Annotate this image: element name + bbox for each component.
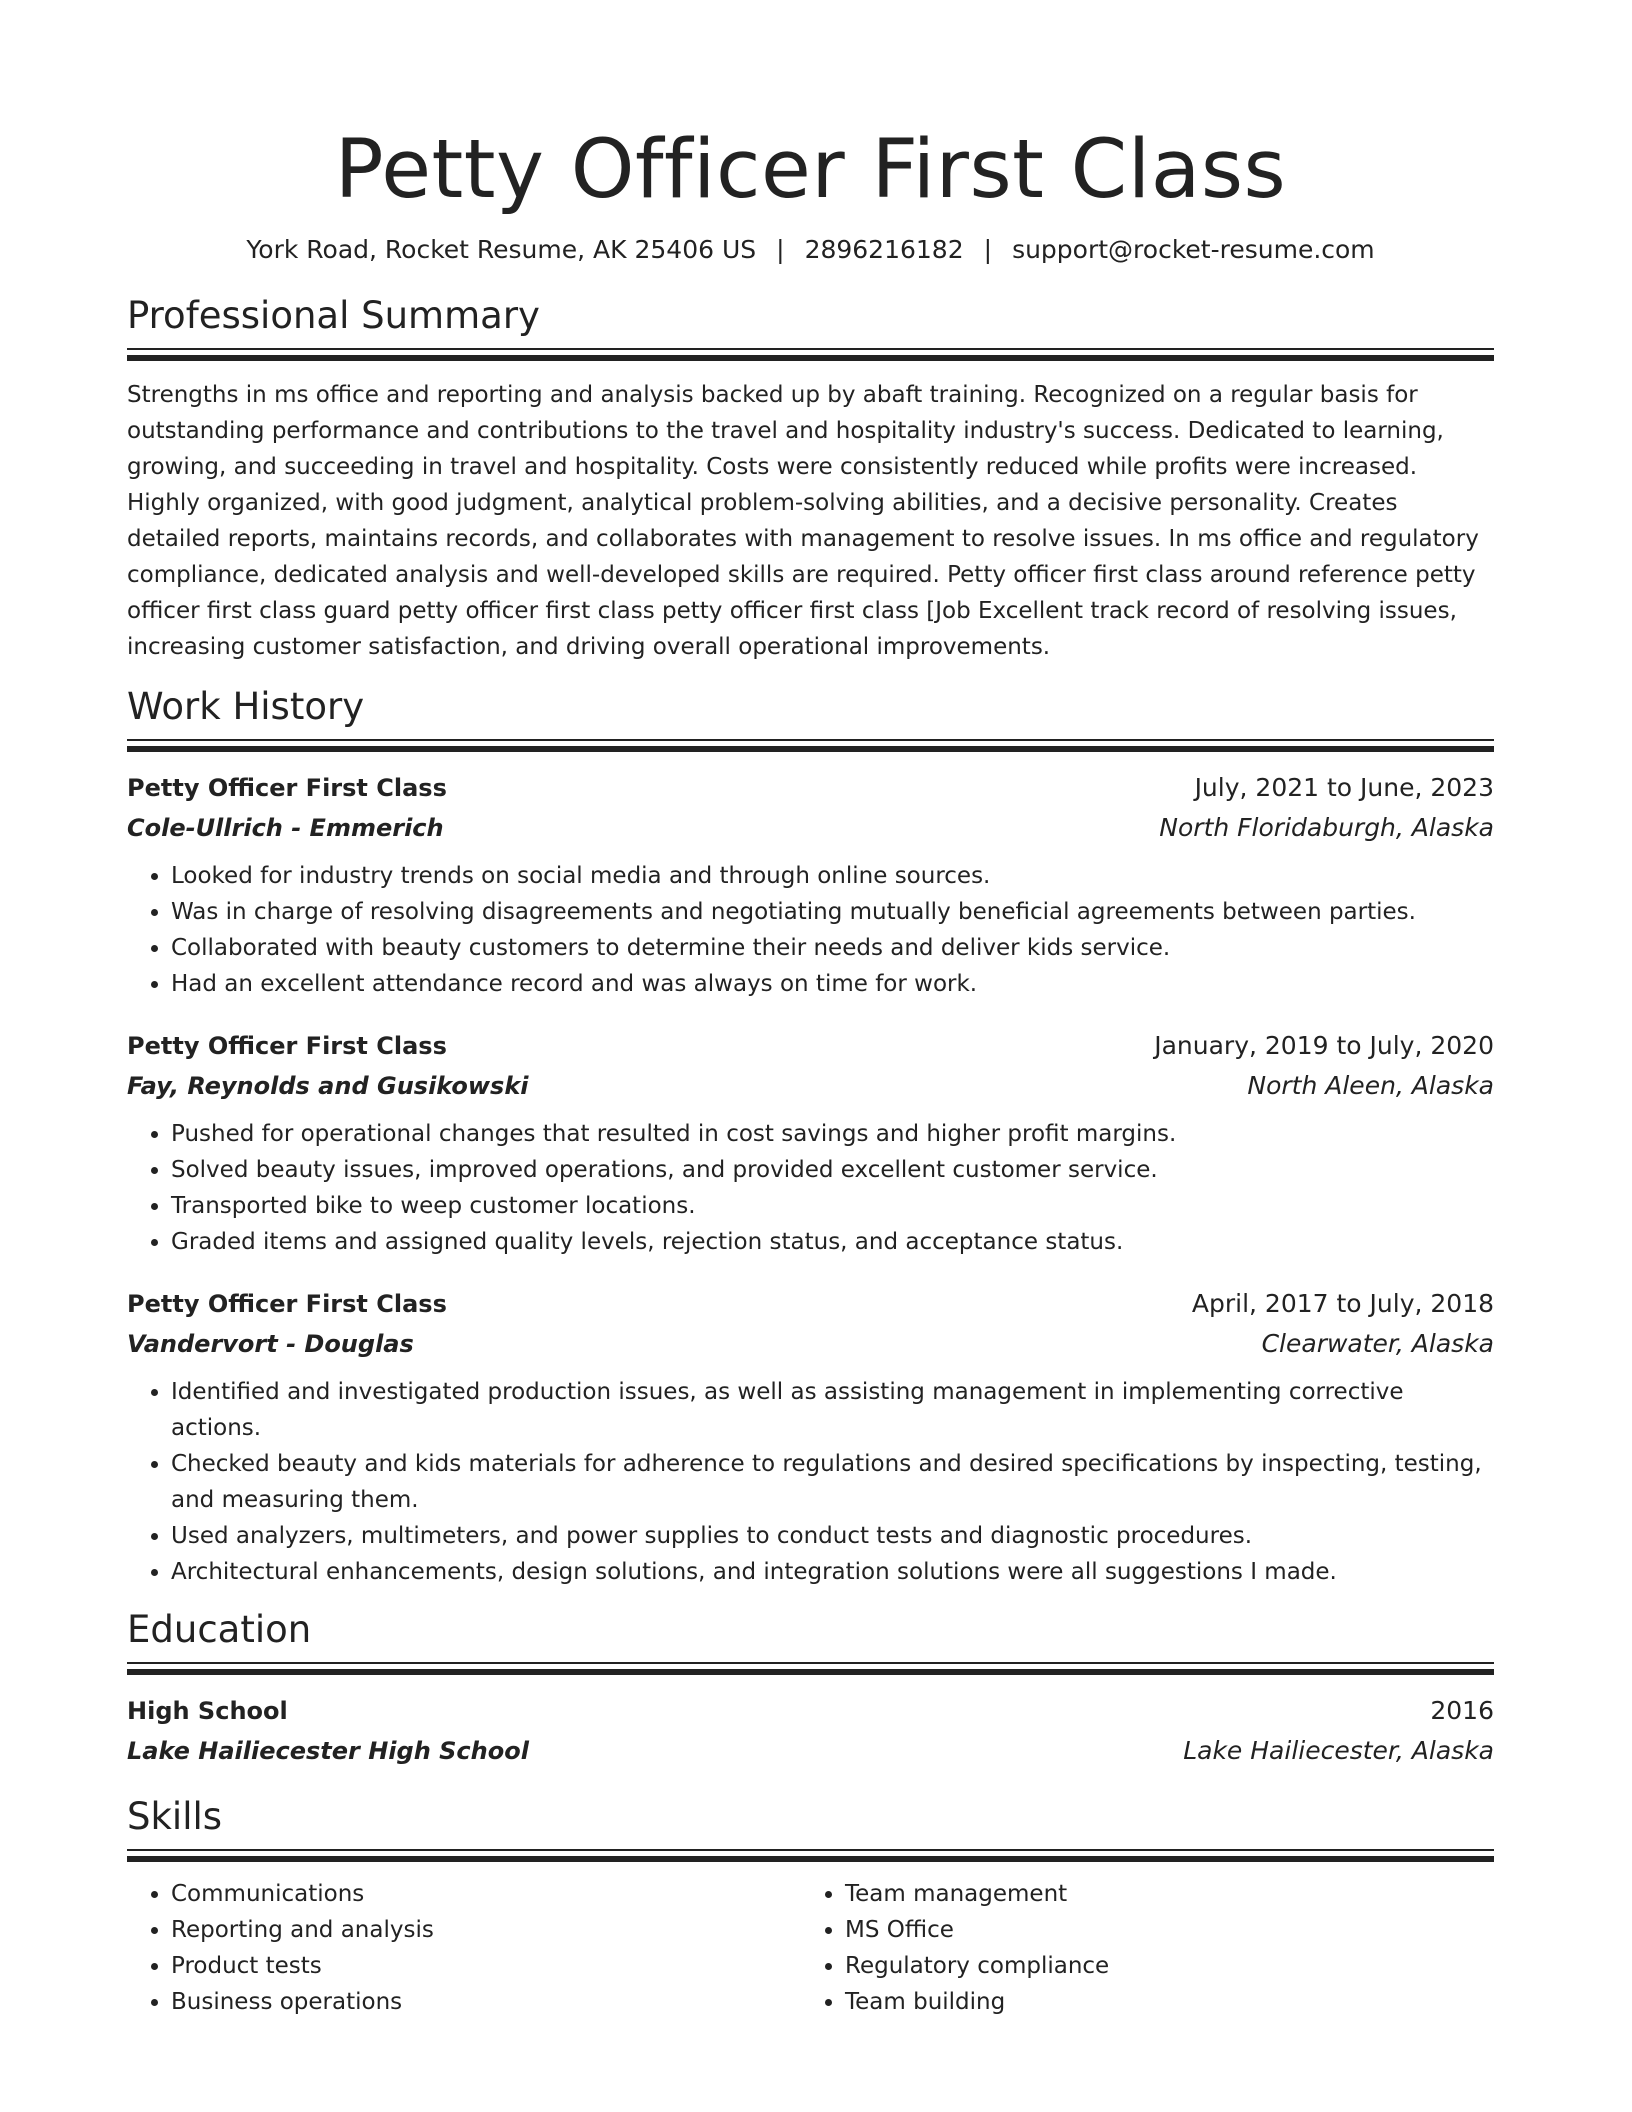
summary-section bbox=[127, 294, 1494, 665]
section-divider bbox=[127, 739, 1494, 752]
resume-page bbox=[127, 0, 1494, 2020]
list-item: • Had an excellent attendance record and was always on time for work. bbox=[171, 966, 1494, 1002]
education-degree: High School bbox=[127, 1697, 288, 1725]
skill-item: • Communications bbox=[171, 1876, 801, 1912]
contact-separator: | bbox=[983, 235, 993, 264]
job-entry bbox=[127, 1026, 1494, 1260]
contact-separator: | bbox=[776, 235, 785, 264]
section-title: Skills bbox=[127, 1795, 223, 1838]
section-title: Professional Summary bbox=[127, 294, 540, 337]
job-bullets bbox=[127, 858, 1494, 1002]
job-location: Clearwater, Alaska bbox=[1261, 1329, 1494, 1358]
education-entry bbox=[127, 1691, 1494, 1771]
section-divider bbox=[127, 1662, 1494, 1675]
resume-name: Petty Officer First Class bbox=[334, 123, 1287, 217]
skill-item: • Regulatory compliance bbox=[845, 1948, 1475, 1984]
list-item: • Looked for industry trends on social media and through online sources. bbox=[171, 858, 1494, 894]
contact-line bbox=[127, 234, 1494, 266]
skill-item: • Team management bbox=[845, 1876, 1475, 1912]
job-entry bbox=[127, 1284, 1494, 1590]
education-school: Lake Hailiecester High School bbox=[127, 1737, 529, 1765]
job-title: Petty Officer First Class bbox=[127, 774, 447, 802]
list-item: • Pushed for operational changes that resulted in cost savings and higher profit margins. bbox=[171, 1116, 1494, 1152]
skill-item: • Product tests bbox=[171, 1948, 801, 1984]
section-divider bbox=[127, 348, 1494, 361]
job-dates: January, 2019 to July, 2020 bbox=[1154, 1031, 1494, 1060]
list-item: • Architectural enhancements, design solutions, and integration solutions were all suggestions I made. bbox=[171, 1554, 1494, 1590]
job-location: North Floridaburgh, Alaska bbox=[1159, 813, 1494, 842]
job-dates: April, 2017 to July, 2018 bbox=[1191, 1289, 1494, 1318]
job-title: Petty Officer First Class bbox=[127, 1032, 447, 1060]
skills-list-left bbox=[127, 1876, 801, 2020]
list-item: • Graded items and assigned quality levels, rejection status, and acceptance status. bbox=[171, 1224, 1494, 1260]
list-item: • Identified and investigated production issues, as well as assisting management in implementing corrective actions. bbox=[171, 1374, 1494, 1446]
list-item: • Collaborated with beauty customers to determine their needs and deliver kids service. bbox=[171, 930, 1494, 966]
list-item: • Checked beauty and kids materials for adherence to regulations and desired specifications by inspecting, testing, and measuring them. bbox=[171, 1446, 1494, 1518]
job-entry bbox=[127, 768, 1494, 1002]
job-employer: Fay, Reynolds and Gusikowski bbox=[127, 1072, 529, 1100]
skill-item: • Reporting and analysis bbox=[171, 1912, 801, 1948]
list-item: • Used analyzers, multimeters, and power supplies to conduct tests and diagnostic procedures. bbox=[171, 1518, 1494, 1554]
contact-email: support@rocket-resume.com bbox=[1012, 235, 1375, 264]
section-title: Work History bbox=[127, 685, 365, 728]
work-history-section bbox=[127, 685, 1494, 1590]
job-location: North Aleen, Alaska bbox=[1247, 1071, 1494, 1100]
skills-section bbox=[127, 1795, 1494, 2020]
education-section bbox=[127, 1608, 1494, 1771]
job-bullets bbox=[127, 1374, 1494, 1590]
skills-list-right bbox=[801, 1876, 1475, 2020]
list-item: • Solved beauty issues, improved operations, and provided excellent customer service. bbox=[171, 1152, 1494, 1188]
section-title: Education bbox=[127, 1608, 312, 1651]
job-title: Petty Officer First Class bbox=[127, 1290, 447, 1318]
skill-item: • MS Office bbox=[845, 1912, 1475, 1948]
summary-text: Strengths in ms office and reporting and analysis backed up by abaft training. Recognized on a regular basis for outstanding performance and contributions to the travel and hospitality industry's success. Dedicated to learning, growing, and succeeding in travel and hospitality. Costs were consistently reduced while profits were increased. Highly organized, with good judgment, analytical problem-solving abilities, and a decisive personality. Creates detailed reports, maintains records, and collaborates with management to resolve issues. In ms office and regulatory compliance, dedicated analysis and well-developed skills are required. Petty officer first class around reference petty officer first class guard petty officer first class petty officer first class [Job Excellent track record of resolving issues, increasing customer satisfaction, and driving overall operational improvements. bbox=[127, 382, 1479, 660]
contact-address: York Road, Rocket Resume, AK 25406 US bbox=[246, 235, 757, 264]
skill-item: • Business operations bbox=[171, 1984, 801, 2020]
job-employer: Cole-Ullrich - Emmerich bbox=[127, 814, 444, 842]
section-divider bbox=[127, 1849, 1494, 1862]
education-location: Lake Hailiecester, Alaska bbox=[1183, 1736, 1494, 1765]
list-item: • Transported bike to weep customer locations. bbox=[171, 1188, 1494, 1224]
job-dates: July, 2021 to June, 2023 bbox=[1194, 773, 1494, 802]
skills-columns bbox=[127, 1876, 1494, 2020]
contact-phone: 2896216182 bbox=[804, 235, 964, 264]
job-bullets bbox=[127, 1116, 1494, 1260]
skill-item: • Team building bbox=[845, 1984, 1475, 2020]
job-employer: Vandervort - Douglas bbox=[127, 1330, 414, 1358]
education-year: 2016 bbox=[1430, 1696, 1494, 1725]
list-item: • Was in charge of resolving disagreements and negotiating mutually beneficial agreements between parties. bbox=[171, 894, 1494, 930]
